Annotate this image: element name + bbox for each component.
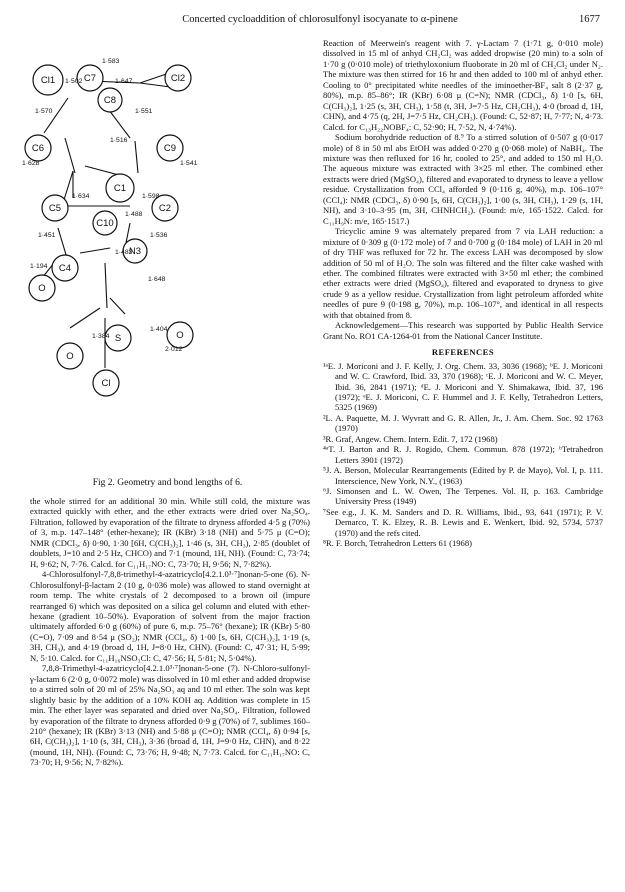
bond-length-label: 1·451	[38, 232, 56, 239]
bond-length-label: 1·483	[115, 249, 133, 256]
paragraph: Sodium borohydride reduction of 8.⁹ To a stirred solution of 0·507 g (0·017 mole) of 8 in 50 ml abs EtOH was added 0·270 g (0·068 mole) of NaBH₄. The mixture was then refluxed for 16 hr, cooled to 25°, and added to 150 ml H₂O. The aqueous mixture was extracted with 3×25 ml ether. The combined ether extracts were dried (MgSO₄), filtered and evaporated to dryness to leave a yellow residue. Crystallization from CCl₄ afforded 9 (0·116 g, 40%), m.p. 106–107° (CCl₄): NMR (CDCl₃, δ) 0·90 [s, 6H, C(CH₃)₂], 1·00 (s, 3H, CH₃), 1·29 (s, 1H, NH), and 3·10–3·95 (m, 3H, CHNHCH₂). (Found: m/e, 165·1522. Calcd. for C₁₁H₉N: m/e, 165·1517.)	[323, 132, 603, 226]
atom-label: Cl	[101, 378, 111, 389]
bond-length-label: 1·541	[180, 160, 198, 167]
bond-s-o-upper	[110, 298, 125, 314]
bond-length-label: 1·384	[92, 333, 110, 340]
references-heading: REFERENCES	[431, 347, 495, 358]
bond-c4-n3	[80, 248, 110, 253]
bond-length-label: 1·628	[22, 160, 40, 167]
atom-label: C8	[103, 95, 117, 106]
figure-caption: Fig 2. Geometry and bond lengths of 6.	[92, 478, 243, 488]
molecular-structure-figure	[22, 38, 305, 478]
bond-length-label: 1·583	[102, 58, 120, 65]
atom-label: O	[66, 351, 74, 362]
atom-label: S	[114, 333, 122, 344]
bond-n3-s	[105, 263, 107, 308]
reference-item: ³R. Graf, Angew. Chem. Intern. Edit. 7, 172 (1968)	[323, 433, 498, 444]
atom-label: C5	[48, 203, 62, 214]
reference-item: ⁴ᵃT. J. Barton and R. J. Rogido, Chem. Commun. 878 (1972); ᵇTetrahedron Letters 3901 (1972)	[323, 444, 603, 465]
bond-length-label: 1·634	[72, 193, 90, 200]
atom-label: C7	[83, 73, 97, 84]
bond-length-label: 1·194	[30, 263, 48, 270]
reference-item: ¹ᵃE. J. Moriconi and J. F. Kelly, J. Org. Chem. 33, 3036 (1968); ᵇE. J. Moriconi and W. C. Crawford, Ibid. 33, 370 (1968); ᶜE. J. Moriconi and W. C. Meyer, Ibid. 36, 2841 (1971); ᵈE. J. Moriconi and Y. Shimakawa, Ibid. 37, 196 (1972); ᵉE. J. Moriconi, C. F. Hummel and J. F. Kelly, Tetrahedron Letters, 5325 (1969)	[323, 360, 603, 413]
atom-label: C6	[31, 143, 45, 154]
reference-item: ⁶J. Simonsen and L. W. Owen, The Terpenes. Vol. II, p. 163. Cambridge University Press (1949)	[323, 486, 603, 507]
bond-length-label: 1·648	[148, 276, 166, 283]
atom-label: C9	[163, 143, 177, 154]
structure-diagram	[22, 38, 305, 478]
bond-length-label: 1·488	[125, 211, 143, 218]
acknowledgement: Acknowledgement—This research was supported by Public Health Service Grant No. RO1 CA-1264-01 from the National Cancer Institute.	[323, 320, 603, 341]
bond-c6-c8	[44, 98, 68, 133]
bond-length-label: 1·598	[142, 193, 160, 200]
running-title: Concerted cycloaddition of chlorosulfonyl isocyanate to α-pinene	[182, 14, 458, 25]
atom-label: Cl2	[170, 73, 186, 84]
bond-length-label: 1·551	[135, 108, 153, 115]
atom-label: O	[176, 330, 184, 341]
bond-c6-c1	[65, 138, 75, 173]
right-column	[323, 38, 603, 549]
reference-item: ⁸R. F. Borch, Tetrahedron Letters 61 (1968)	[323, 538, 472, 549]
atom-label: C4	[58, 263, 72, 274]
reference-item: ⁷See e.g., J. K. M. Sanders and D. R. Williams, Ibid., 93, 641 (1971); P. V. Demarco, T. K. Elzey, R. B. Lewis and E. Wenkert, Ibid. 92, 5734, 5737 (1970) and the refs cited.	[323, 506, 603, 538]
bond-s-o-lower	[70, 308, 100, 328]
bond-length-label: 1·502	[65, 78, 83, 85]
bond-c9-c2	[135, 141, 138, 173]
paragraph: Reaction of Meerwein's reagent with 7. γ-Lactam 7 (1·71 g, 0·010 mole) dissolved in 15 ml of anhyd CH₂Cl₂ was added dropwise (20 min) to a soln of 1·70 g (0·010 mole) of triethyloxonium fluoborate in 20 ml of CH₂Cl₂ under N₂. The mixture was then stirred for 16 hr and then added to 100 ml of anhyd ether. Cooling to 0° precipitated white needles of the iminoether-BF₄ salt 8 (2·37 g, 80%), m.p. 85–86°; IR (KBr) 6·08 μ (C=N); NMR (CDCl₃, δ) 1·0 [s, 6H, C(CH₃)₂], 1·25 (s, 3H, CH₃), 1·58 (t, 3H, J=7·5 Hz, CH₂CH₃), 4·0 (broad d, 1H, CHN), and 4·75 (q, 2H, J=7·5 Hz, CH₂CH₃). (Found: C, 52·87; H, 7·77; N, 4·73. Calcd. for C₁₃H₂₂NOBF₄: C, 52·90; H, 7·52, N, 4·74%).	[323, 38, 603, 132]
atom-label: C2	[158, 203, 172, 214]
bond-length-label: 1·404	[150, 326, 168, 333]
bond-length-label: 1·647	[115, 78, 133, 85]
bond-length-label: 1·570	[35, 108, 53, 115]
bond-length-label: 2·012	[165, 346, 183, 353]
atom-label: N3	[128, 246, 142, 257]
bond-length-label: 1·536	[150, 232, 168, 239]
left-column	[30, 496, 310, 768]
atom-label: C10	[96, 218, 114, 229]
atom-label: Cl1	[40, 75, 56, 86]
bond-length-label: 1·516	[110, 137, 128, 144]
page-number: 1677	[579, 14, 600, 25]
atom-label: O	[38, 283, 46, 294]
paragraph: 7,8,8-Trimethyl-4-azatricyclo[4.2.1.0³·⁷]nonan-5-one (7). N-Chloro-sulfonyl-γ-lactam 6 (2·0 g, 0·0072 mole) was dissolved in 10 ml ether and added dropwise to a stirred soln of 20 ml of 25% Na₂SO₃ aq and 10 ml ether. The soln was kept slightly basic by the addition of a 10% KOH aq. Addition was complete in 15 min. The ether layer was separated and dried over Na₂SO₄. Filtration, followed by evaporation of the filtrate to dryness afforded 0·9 g (70%) of 7, sublimes 160–210° (hexane); IR (KBr) 3·13 (NH) and 5·88 μ (C=O); NMR (CCl₄, δ) 0·94 [s, 6H, C(CH₃)₂], 1·10 (s, 3H, CH₃), 3·36 (broad d, 1H, J=9·0 Hz, CHN), and 8·22 (mound, 1H, NH). (Found: C, 73·76; H, 9·48; N, 7·73. Calcd. for C₁₁H₁₇NO: C, 73·70; H, 9·56; N, 7·82%).	[30, 663, 310, 768]
reference-item: ²L. A. Paquette, M. J. Wyvratt and G. R. Allen, Jr., J. Am. Chem. Soc. 92 1763 (1970)	[323, 412, 603, 434]
paragraph: the whole stirred for an additional 30 min. While still cold, the mixture was extracted quickly with ether, and the ether extracts were dried over Na₂SO₄. Filtration, followed by evaporation of the filtrate to dryness afforded 4·5 g (70%) of 3, m.p. 147–148° (ether-hexane); IR (KBr) 3·18 (NH) and 5·75 μ (C=O); NMR (CDCl₃, δ) 0·90, 1·30 [6H, C(CH₃)₂], 1·46 (s, 3H, CH₃), 2·85 (doublet of doublets, J=10 and 2·5 Hz, CHCO) and 7·1 (mound, 1H, NH). (Found: C, 73·74; H, 9·62; N, 7·76. Calcd. for C₁₁H₁₇NO: C, 73·70; H, 9·56; N, 7·82%).	[30, 496, 310, 569]
reference-item: ⁵J. A. Berson, Molecular Rearrangements (Edited by P. de Mayo), Vol. I, p. 111. Interscience, New York, N.Y., (1963)	[323, 465, 603, 486]
paragraph: Tricyclic amine 9 was alternately prepared from 7 via LAH reduction: a mixture of 0·309 g (0·172 mole) of 7 and 0·700 g (0·184 mole) of LAH in 20 ml of dry THF was refluxed for 72 hr. The excess LAH was decomposed by slow addition of 50 ml of H₂O. The soln was filtered and the filter cake washed with ether. The combined filtrates were extracted with 3×50 ml ether; the combined ether extracts were dried (MgSO₄), filtered and evaporated to dryness to give crude 9 as a yellow residue. Crystallization from light petroleum afforded white needles of pure 9 (0·198 g, 70%), m.p. 106–107°, and identical in all respects with that obtained from 8.	[323, 226, 603, 320]
atom-label: C1	[113, 183, 127, 194]
running-header	[40, 14, 600, 28]
paragraph: 4-Chlorosulfonyl-7,8,8-trimethyl-4-azatricyclo[4.2.1.0³·⁷]nonan-5-one (6). N-Chlorosulfonyl-β-lactam 2 (10 g, 0·036 mole) was allowed to stand overnight at room temp. The white crystals of 2 decomposed to a brown oil (impure rearranged 6) which was deposited on a silica gel column and eluted with ether-hexane (gradient 10–50%). Evaporation of solvent from the major fraction ultimately afforded 6·0 g (60%) of pure 6, m.p. 75–76° (hexane); IR (KBr) 5·80 (C=O), 7·09 and 8·54 μ (SO₂); NMR (CCl₄, δ) 1·00 [s, 6H, C(CH₃)₂], 1·19 (s, 3H, CH₃), and 4·19 (broad d, 1H, J=8·0 Hz, CHN). (Found: C, 47·31; H, 5·99; N, 5·10. Calcd. for C₁₁H₁₆NSO₃Cl: C, 47·56; H, 5·81; N, 5·04%).	[30, 569, 310, 663]
